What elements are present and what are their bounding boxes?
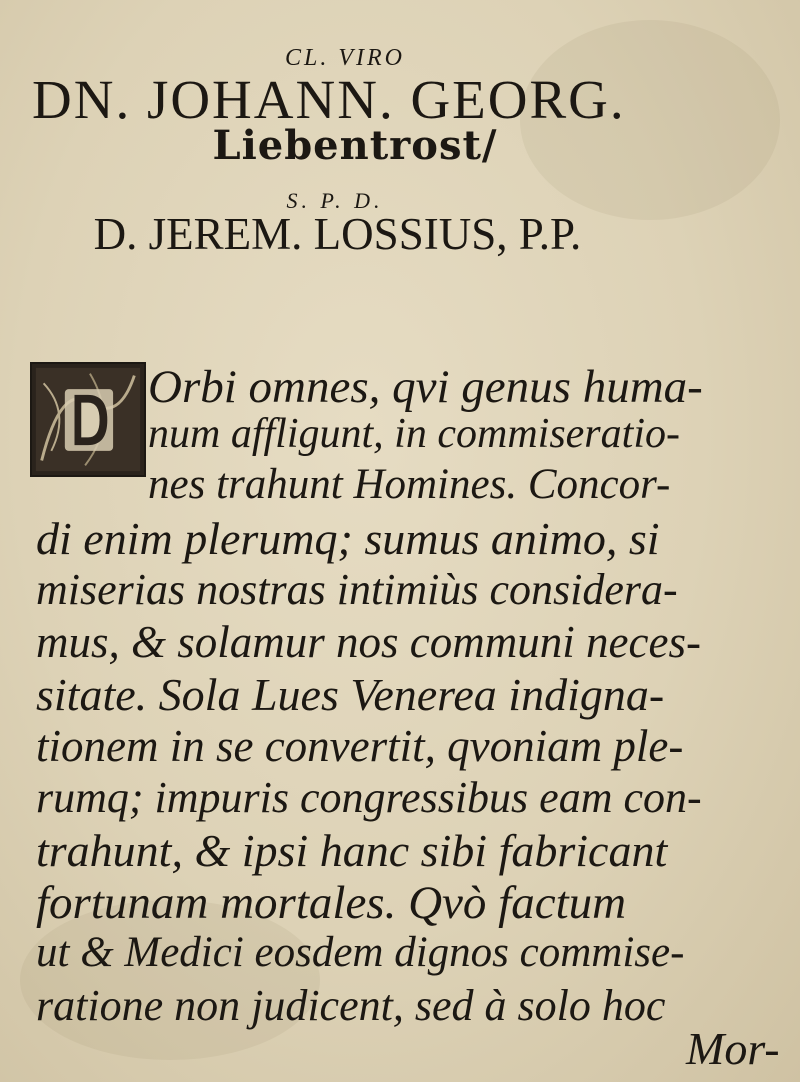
text-line-2: num affligunt, in commiseratio- [148, 411, 680, 457]
author-line: D. JEREM. LOSSIUS, P.P. [93, 209, 582, 259]
text-line-6: mus, & solamur nos communi neces- [36, 617, 701, 667]
text-line-5: miserias nostras intimiùs considera- [36, 565, 678, 614]
salutation-line: S. P. D. [286, 188, 384, 213]
text-line-11: fortunam mortales. Qvò factum [36, 877, 627, 929]
text-line-10: trahunt, & ipsi hanc sibi fabricant [36, 825, 668, 876]
ornamental-initial-icon [30, 362, 146, 477]
recipient-surname-line: Liebentrost/ [212, 122, 498, 169]
text-line-13: ratione non judicent, sed à solo hoc [36, 981, 666, 1030]
catchword: Mor- [686, 1023, 780, 1074]
text-line-9: rumq; impuris congressibus eam con- [36, 773, 702, 822]
text-line-3: nes trahunt Homines. Concor- [148, 461, 671, 508]
dedication-line: CL. VIRO [285, 45, 405, 71]
text-line-4: di enim plerumq; sumus animo, si [36, 513, 660, 564]
text-line-8: tionem in se convertit, qvoniam ple- [36, 721, 684, 771]
recipient-name-line: DN. JOHANN. GEORG. [32, 69, 626, 130]
decorated-letter-d-icon [32, 364, 144, 475]
text-line-12: ut & Medici eosdem dignos commise- [36, 929, 685, 976]
text-line-1: Orbi omnes, qvi genus huma- [148, 361, 703, 413]
text-line-7: sitate. Sola Lues Venerea indigna- [36, 669, 665, 720]
